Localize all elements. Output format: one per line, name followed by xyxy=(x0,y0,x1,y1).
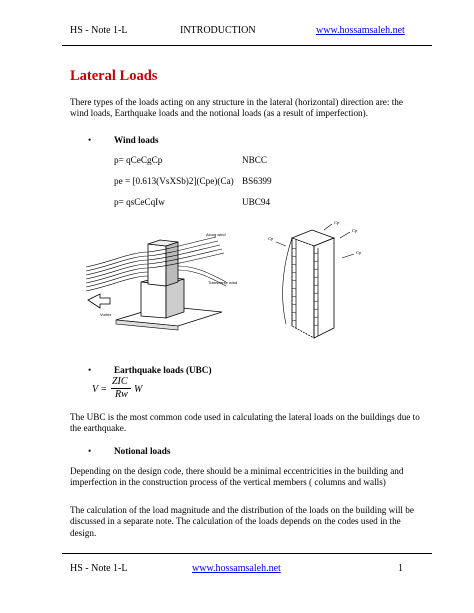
earthquake-equation xyxy=(92,376,152,406)
formula-nbcc: p= qCeCgCp xyxy=(114,155,163,165)
equation-lhs: V = xyxy=(92,384,108,395)
bullet-notional: • xyxy=(88,446,92,456)
header-left: HS - Note 1-L xyxy=(70,25,128,36)
page-title: Lateral Loads xyxy=(70,68,158,84)
wind-loads-label: Wind loads xyxy=(114,135,159,145)
earthquake-loads-label: Earthquake loads (UBC) xyxy=(114,365,212,375)
label-cp-2: Cp xyxy=(352,228,358,233)
header-center: INTRODUCTION xyxy=(180,25,256,36)
equation-numerator: ZIC xyxy=(112,376,128,387)
header-link[interactable]: www.hossamsaleh.net xyxy=(316,25,405,36)
code-bs6399: BS6399 xyxy=(242,176,272,186)
wind-flow-figure xyxy=(86,222,246,334)
label-cp-3: Cp xyxy=(268,236,274,241)
page-number: 1 xyxy=(398,563,403,574)
bullet-wind: • xyxy=(88,135,92,145)
footer-rule xyxy=(62,553,432,554)
formula-ubc94: p= qsCeCqIw xyxy=(114,197,165,207)
header-rule xyxy=(62,45,432,46)
bullet-earthquake: • xyxy=(88,365,92,375)
label-transverse-wind: Transverse wind xyxy=(208,280,238,285)
equation-rhs: W xyxy=(134,384,143,395)
notional-loads-label: Notional loads xyxy=(114,446,171,456)
footer-link[interactable]: www.hossamsaleh.net xyxy=(192,563,281,574)
label-along-wind: Along wind xyxy=(206,232,226,237)
calculation-paragraph: The calculation of the load magnitude and the distribution of the loads on the building will be discussed in a separate note. The calculation of the loads depends on the codes used in the design. xyxy=(70,505,414,538)
equation-denominator: Rw xyxy=(115,389,128,400)
notional-paragraph: Depending on the design code, there should be a minimal eccentricities in the building and imperfection in the construction process of the vertical members ( columns and walls) xyxy=(70,466,404,488)
label-cp-1: Cp xyxy=(334,220,340,225)
formula-bs6399: pe = [0.613(VsXSb)2](Cpe)(Ca) xyxy=(114,176,234,186)
code-ubc94: UBC94 xyxy=(242,197,271,207)
footer-left: HS - Note 1-L xyxy=(70,563,128,574)
label-vortex: Vortex xyxy=(100,312,112,317)
code-nbcc: NBCC xyxy=(242,155,268,165)
pressure-coefficient-figure xyxy=(262,218,372,342)
ubc-paragraph: The UBC is the most common code used in calculating the lateral loads on the buildings due to the earthquake. xyxy=(70,412,420,434)
label-cp-4: Cp xyxy=(356,250,362,255)
intro-paragraph: There types of the loads acting on any structure in the lateral (horizontal) direction are: the wind loads, Earthquake loads and the notional loads (as a result of imperfection). xyxy=(70,97,403,119)
